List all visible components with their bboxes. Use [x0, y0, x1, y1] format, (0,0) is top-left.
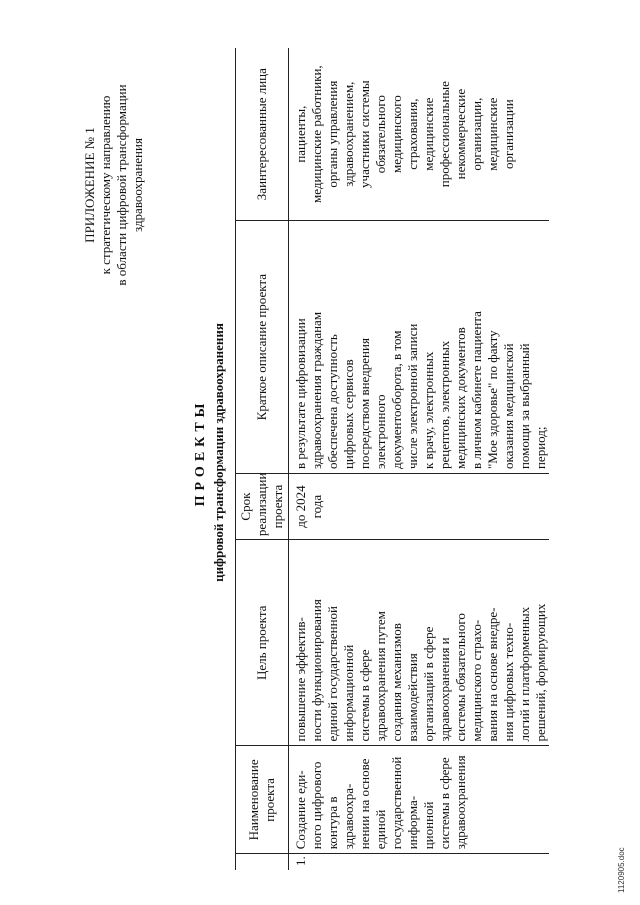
row-term: до 2024 года [289, 474, 550, 540]
header-goal: Цель проекта [236, 540, 289, 746]
header-number [236, 854, 289, 870]
document-title: ПРОЕКТЫ [193, 398, 208, 507]
table-header-row [236, 48, 289, 870]
appendix-number: ПРИЛОЖЕНИЕ № 1 [82, 127, 97, 243]
appendix-line: к стратегическому направлению [98, 95, 113, 275]
row-description: в результате цифровизации здравоохранения гражданам обеспечена доступность цифровых сервисов посредством внедрения электронного документооборота, в том числе электронной записи к врачу, электронных рецептов, электронных медицинских документов в личном кабинете пациента "Мое здоровье" по факту оказания медицинской помощи за выбранный период; [289, 221, 550, 474]
header-description: Краткое описание проекта [236, 221, 289, 474]
header-name: Наименование проекта [236, 746, 289, 854]
appendix-line: в области цифровой трансформации [114, 84, 129, 286]
row-number: 1. [293, 856, 308, 866]
row-name: Создание еди- ного цифрового контура в здравоохра- нении на основе единой государственной информа- ционной системы в сфере здравоохранения [289, 746, 550, 854]
projects-table [235, 48, 549, 870]
table-row [289, 48, 550, 870]
header-stakeholders: Заинтересованные лица [236, 48, 289, 221]
document-id: 1120905.doc [617, 847, 626, 893]
document-subtitle: цифровой трансформации здравоохранения [211, 323, 226, 582]
appendix-header [82, 20, 146, 350]
row-stakeholders: пациенты, медицинские работники, органы управления здравоохранением, участники системы обязательного медицинского страхования, медицинские профессиональные некоммерческие организации, медицинские организации [289, 48, 550, 221]
header-term: Срок реализации проекта [236, 474, 289, 540]
row-goal: повышение эффектив- ности функционирования единой государственной информационной системы в сфере здравоохранения путем создания механизмов взаимодействия организаций в сфере здравоохранения и системы обязательного медицинского страхо- вания на основе внедре- ния цифровых техно- логий и платформенных решений, формирующих [289, 540, 550, 746]
appendix-line: здравоохранения [130, 138, 145, 232]
